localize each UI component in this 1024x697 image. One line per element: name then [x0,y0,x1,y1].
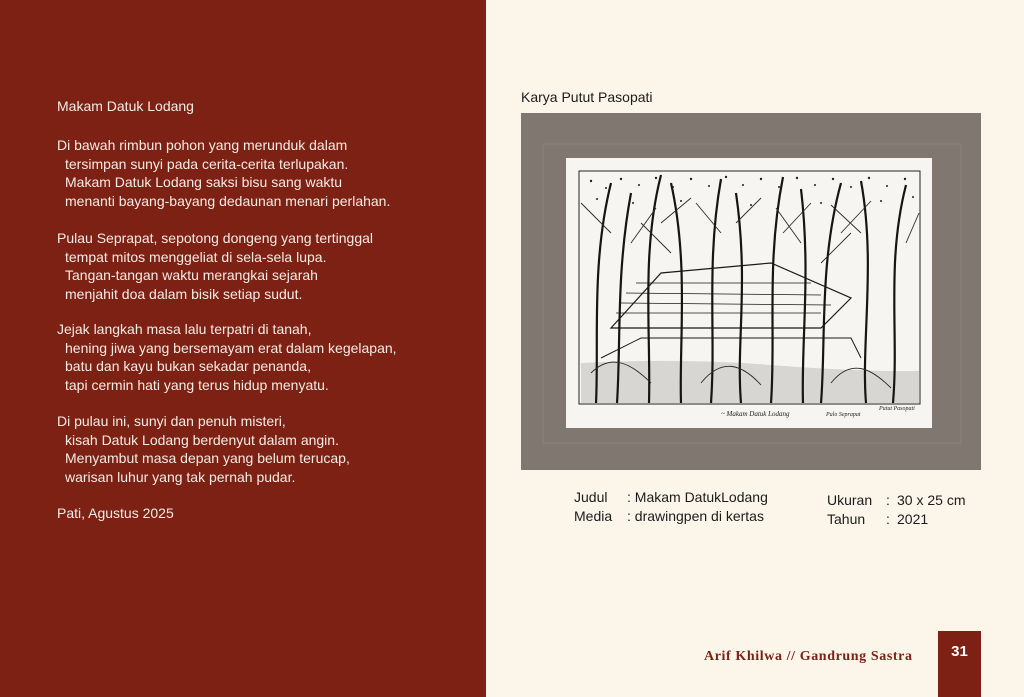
page-number: 31 [938,631,981,697]
poem-line: menanti bayang-bayang dedaunan menari perlahan. [65,192,391,209]
drawing-place-inscription: Pulo Seprapat [826,412,861,418]
artwork-drawing [521,113,981,470]
poem-line: menjahit doa dalam bisik setiap sudut. [65,285,303,302]
artwork-credit: Karya Putut Pasopati [521,89,653,105]
media-label: Media [574,508,613,524]
artwork-photo [521,113,981,470]
right-page [486,0,1024,697]
poem-line: Di bawah rimbun pohon yang merunduk dalam [57,137,348,153]
poem-line: kisah Datuk Lodang berdenyut dalam angin. [65,431,339,448]
tahun-separator: : [886,511,890,527]
poem-line: Makam Datuk Lodang saksi bisu sang waktu [65,174,343,191]
poem-line: Di pulau ini, sunyi dan penuh misteri, [57,413,286,429]
ukuran-row [827,491,965,510]
poem-line: tempat mitos menggeliat di sela-sela lupa. [65,248,327,265]
ukuran-label: Ukuran [827,492,873,508]
poem-stanza-2 [57,229,373,303]
tahun-row [827,510,965,529]
poem-line: Menyambut masa depan yang belum terucap, [65,450,350,467]
left-page [0,0,486,697]
poem-title: Makam Datuk Lodang [57,98,194,114]
ukuran-value: 30 x 25 cm [897,492,966,508]
poem-line: Jejak langkah masa lalu terpatri di tanah, [57,321,312,337]
poem-stanza-4 [57,412,350,486]
tahun-label: Tahun [827,511,866,527]
poem-line: tapi cermin hati yang terus hidup menyatu. [65,376,329,393]
judul-label: Judul [574,489,608,505]
poem-line: Pulau Seprapat, sepotong dongeng yang tertinggal [57,230,374,246]
judul-row [574,488,768,507]
poem-line: warisan luhur yang tak pernah pudar. [65,468,296,485]
media-row [574,507,768,526]
poem-stanza-1 [57,136,390,210]
footer-author: Arif Khilwa // Gandrung Sastra [704,649,913,664]
ukuran-separator: : [886,492,890,508]
judul-value: : Makam DatukLodang [627,489,768,505]
poem-line: tersimpan sunyi pada cerita-cerita terlupakan. [65,155,349,172]
poem-line: hening jiwa yang bersemayam erat dalam kegelapan, [65,339,397,356]
media-value: : drawingpen di kertas [627,508,764,524]
artwork-details-right [827,491,965,529]
tahun-value: 2021 [897,511,929,527]
poem-line: batu dan kayu bukan sekadar penanda, [65,358,311,375]
drawing-title-inscription: ~ Makam Datuk Lodang [721,410,790,418]
artist-signature: Putut Pasopati [879,406,915,412]
poem-line: Tangan-tangan waktu merangkai sejarah [65,267,318,284]
artwork-details-left [574,488,768,526]
poem-date: Pati, Agustus 2025 [57,505,174,521]
poem-stanza-3 [57,320,397,394]
